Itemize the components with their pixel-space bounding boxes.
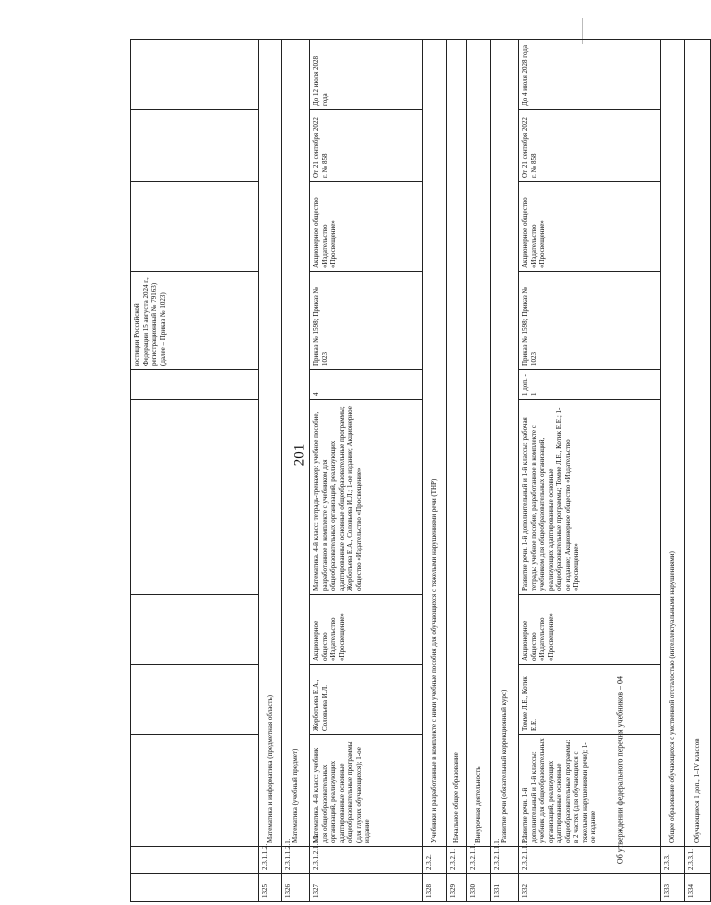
section-heading: Учебники и разработанные в комплекте с ними учебные пособия для обучающихся с тяжелыми нарушениями речи (ТНР) xyxy=(423,40,447,847)
row-code: 2.3.2.1. xyxy=(447,847,467,874)
row-number: 1328 xyxy=(423,874,447,902)
textbook-approved: От 21 сентября 2022 г. № 858 xyxy=(519,110,661,182)
table-row xyxy=(310,40,423,902)
row-code: 2.3.3. xyxy=(661,847,685,874)
row-code: 2.3.1.1.2.1. xyxy=(282,847,310,874)
table-row xyxy=(131,40,259,902)
textbook-until: До 4 июля 2028 года xyxy=(519,40,661,110)
table-row xyxy=(467,40,491,902)
section-heading: Развитие речи (обязательный коррекционный курс) xyxy=(491,40,519,847)
textbook-table xyxy=(130,39,711,902)
row-number: 1329 xyxy=(447,874,467,902)
table-row xyxy=(423,40,447,902)
row-code: 2.3.2.1.1. xyxy=(467,847,491,874)
row-number: 1334 xyxy=(685,874,711,902)
textbook-until: До 12 июля 2028 года xyxy=(310,40,423,110)
row-number: 1332 xyxy=(519,874,661,902)
textbook-title: Развитие речи. 1-й дополнительный и 1-й классы: учебник для общеобразовательных организаций, реализующих адаптированные основные общеобразовательные программы: в 2 частях (для обучающихся с тяжелыми нарушениями речи); 1-ое издание xyxy=(519,735,661,847)
row-code: 2.3.3.1. xyxy=(685,847,711,874)
textbook-grade: 1 доп. - 1 xyxy=(519,370,661,400)
table-row xyxy=(491,40,519,902)
textbook-rights: Акционерное общество «Издательство «Просвещение» xyxy=(519,182,661,272)
table-row xyxy=(685,40,711,902)
textbook-authors: Томме Л.Е., Котик Е.Е. xyxy=(519,665,661,735)
row-code: 2.3.2.1.1.1.1. xyxy=(519,847,661,874)
textbook-grade: 4 xyxy=(310,370,423,400)
table-row xyxy=(519,40,661,902)
row-code: 2.3.1.1.2. xyxy=(259,847,282,874)
textbook-component: Развитие речи. 1-й дополнительный и 1-й классы: рабочая тетрадь: учебное пособие, разработанное в комплекте с учебником для общеобразовательных организаций, реализующих адаптированные основные общеобразовательные программы; Томме Л.Е., Котик Е.Е.; 1-ое издание; Акционерное общество «Издательство «Просвещение» xyxy=(519,400,661,595)
section-heading: Начальное общее образование xyxy=(447,40,467,847)
textbook-order: Приказ № 1598; Приказ № 1023 xyxy=(310,272,423,370)
section-heading: Математика и информатика (предметная область) xyxy=(259,40,282,847)
table-row xyxy=(282,40,310,902)
textbook-publisher: Акционерное общество «Издательство «Просвещение» xyxy=(310,595,423,665)
row-number: 1333 xyxy=(661,874,685,902)
section-heading: Математика (учебный предмет) xyxy=(282,40,310,847)
table-row xyxy=(661,40,685,902)
row-number: 1330 xyxy=(467,874,491,902)
textbook-rights: Акционерное общество «Издательство «Просвещение» xyxy=(310,182,423,272)
page-footer: Об утверждении федерального перечня учебников – 04 xyxy=(615,675,625,865)
section-heading: Общее образование обучающихся с умственной отсталостью (интеллектуальными нарушениями) xyxy=(661,40,685,847)
section-heading: Обучающиеся 1 доп., 1–IV классов xyxy=(685,40,711,847)
order-cell: юстиции Российской Федерации 15 августа 2024 г., регистрационный № 79163) (далее – Приказ № 1023) xyxy=(131,272,259,370)
textbook-title: Математика. 4-й класс: учебник для общеобразовательных организаций, реализующих адаптированные основные общеобразовательные программы (для глухих обучающихся); 1-ое издание xyxy=(310,735,423,847)
section-heading: Внеурочная деятельность xyxy=(467,40,491,847)
textbook-order: Приказ № 1598; Приказ № 1023 xyxy=(519,272,661,370)
row-number: 1326 xyxy=(282,874,310,902)
table-row xyxy=(259,40,282,902)
textbook-authors: Жерботьева Е.А., Соловьева И.Л. xyxy=(310,665,423,735)
row-code: 2.3.2. xyxy=(423,847,447,874)
textbook-approved: От 21 сентября 2022 г. № 858 xyxy=(310,110,423,182)
table-row xyxy=(447,40,467,902)
row-code: 2.3.2.1.1.1. xyxy=(491,847,519,874)
row-number: 1327 xyxy=(310,874,423,902)
row-code: 2.3.1.2.1.1.1. xyxy=(310,847,423,874)
page-number: 201 xyxy=(291,443,308,467)
textbook-publisher: Акционерное общество «Издательство «Просвещение» xyxy=(519,595,661,665)
textbook-component: Математика. 4-й класс: тетрадь-тренажер: учебное пособие, разработанное в комплекте с учебником для общеобразовательных организаций, реализующих адаптированные основные общеобразовательные программы; Жерботьева Е.А., Соловьева И.Л.; 1-ое издание; Акционерное общество «Издательство «Просвещение» xyxy=(310,400,423,595)
row-number: 1325 xyxy=(259,874,282,902)
row-number: 1331 xyxy=(491,874,519,902)
